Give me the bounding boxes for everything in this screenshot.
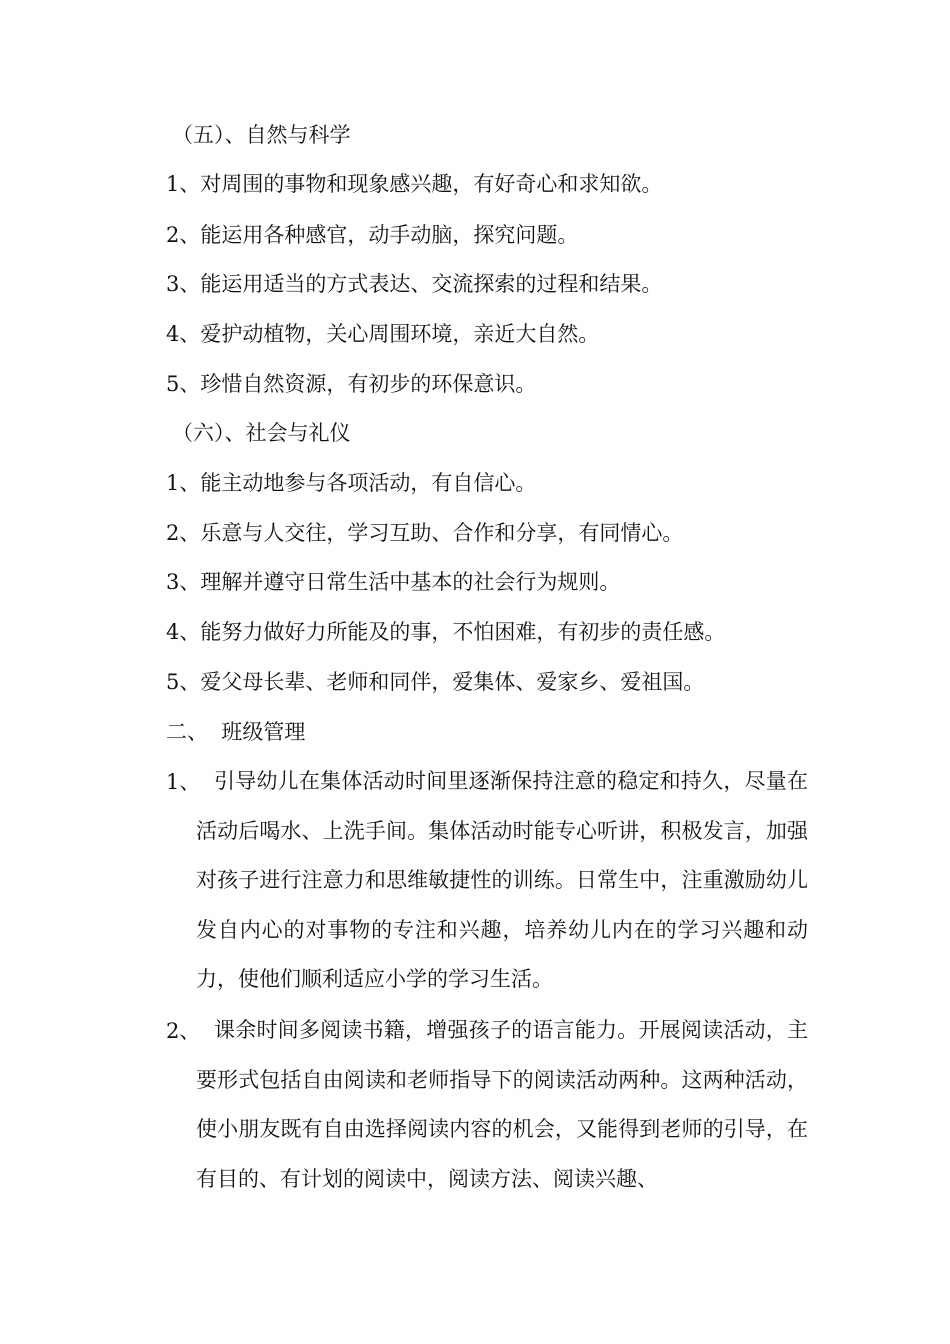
paragraph-reading-activities: 课余时间多阅读书籍，增强孩子的语言能力。开展阅读活动，主要形式包括自由阅读和老师指导下的阅读活动两种。这两种活动，使小朋友既有自由选择阅读内容的机会，又能得到老师的引导，在有目的、有计划的阅读中，阅读方法、阅读兴趣、: [196, 1018, 808, 1191]
list-item: 2、能运用各种感官，动手动脑，探究问题。: [166, 223, 579, 247]
list-item: 1、能主动地参与各项活动，有自信心。: [166, 471, 537, 495]
paragraph-attention-training: 引导幼儿在集体活动时间里逐渐保持注意的稳定和持久，尽量在活动后喝水、上洗手间。集体活动时能专心听讲，积极发言，加强对孩子进行注意力和思维敏捷性的训练。日常生中，注重激励幼儿发自内心的对事物的专注和兴趣，培养幼儿内在的学习兴趣和动力，使他们顺利适应小学的学习生活。: [196, 769, 808, 992]
list-item: 4、能努力做好力所能及的事，不怕困难，有初步的责任感。: [166, 620, 726, 644]
list-item: 5、珍惜自然资源，有初步的环保意识。: [166, 372, 537, 396]
list-item: 2、乐意与人交往，学习互助、合作和分享，有同情心。: [166, 521, 684, 545]
list-item: 4、爱护动植物，关心周围环境，亲近大自然。: [166, 322, 600, 346]
list-item: 3、能运用适当的方式表达、交流探索的过程和结果。: [166, 272, 663, 296]
section-heading-class-management: 二、 班级管理: [166, 720, 306, 744]
list-item: 1、对周围的事物和现象感兴趣，有好奇心和求知欲。: [166, 172, 663, 196]
list-item: 5、爱父母长辈、老师和同伴，爱集体、爱家乡、爱祖国。: [166, 670, 705, 694]
paragraph-number: 2、: [166, 1019, 201, 1043]
list-item: 3、理解并遵守日常生活中基本的社会行为规则。: [166, 570, 621, 594]
paragraph-number: 1、: [166, 770, 201, 794]
section-heading-nature-science: （五）、自然与科学: [172, 123, 351, 147]
section-heading-society-etiquette: （六）、社会与礼仪: [172, 421, 351, 445]
